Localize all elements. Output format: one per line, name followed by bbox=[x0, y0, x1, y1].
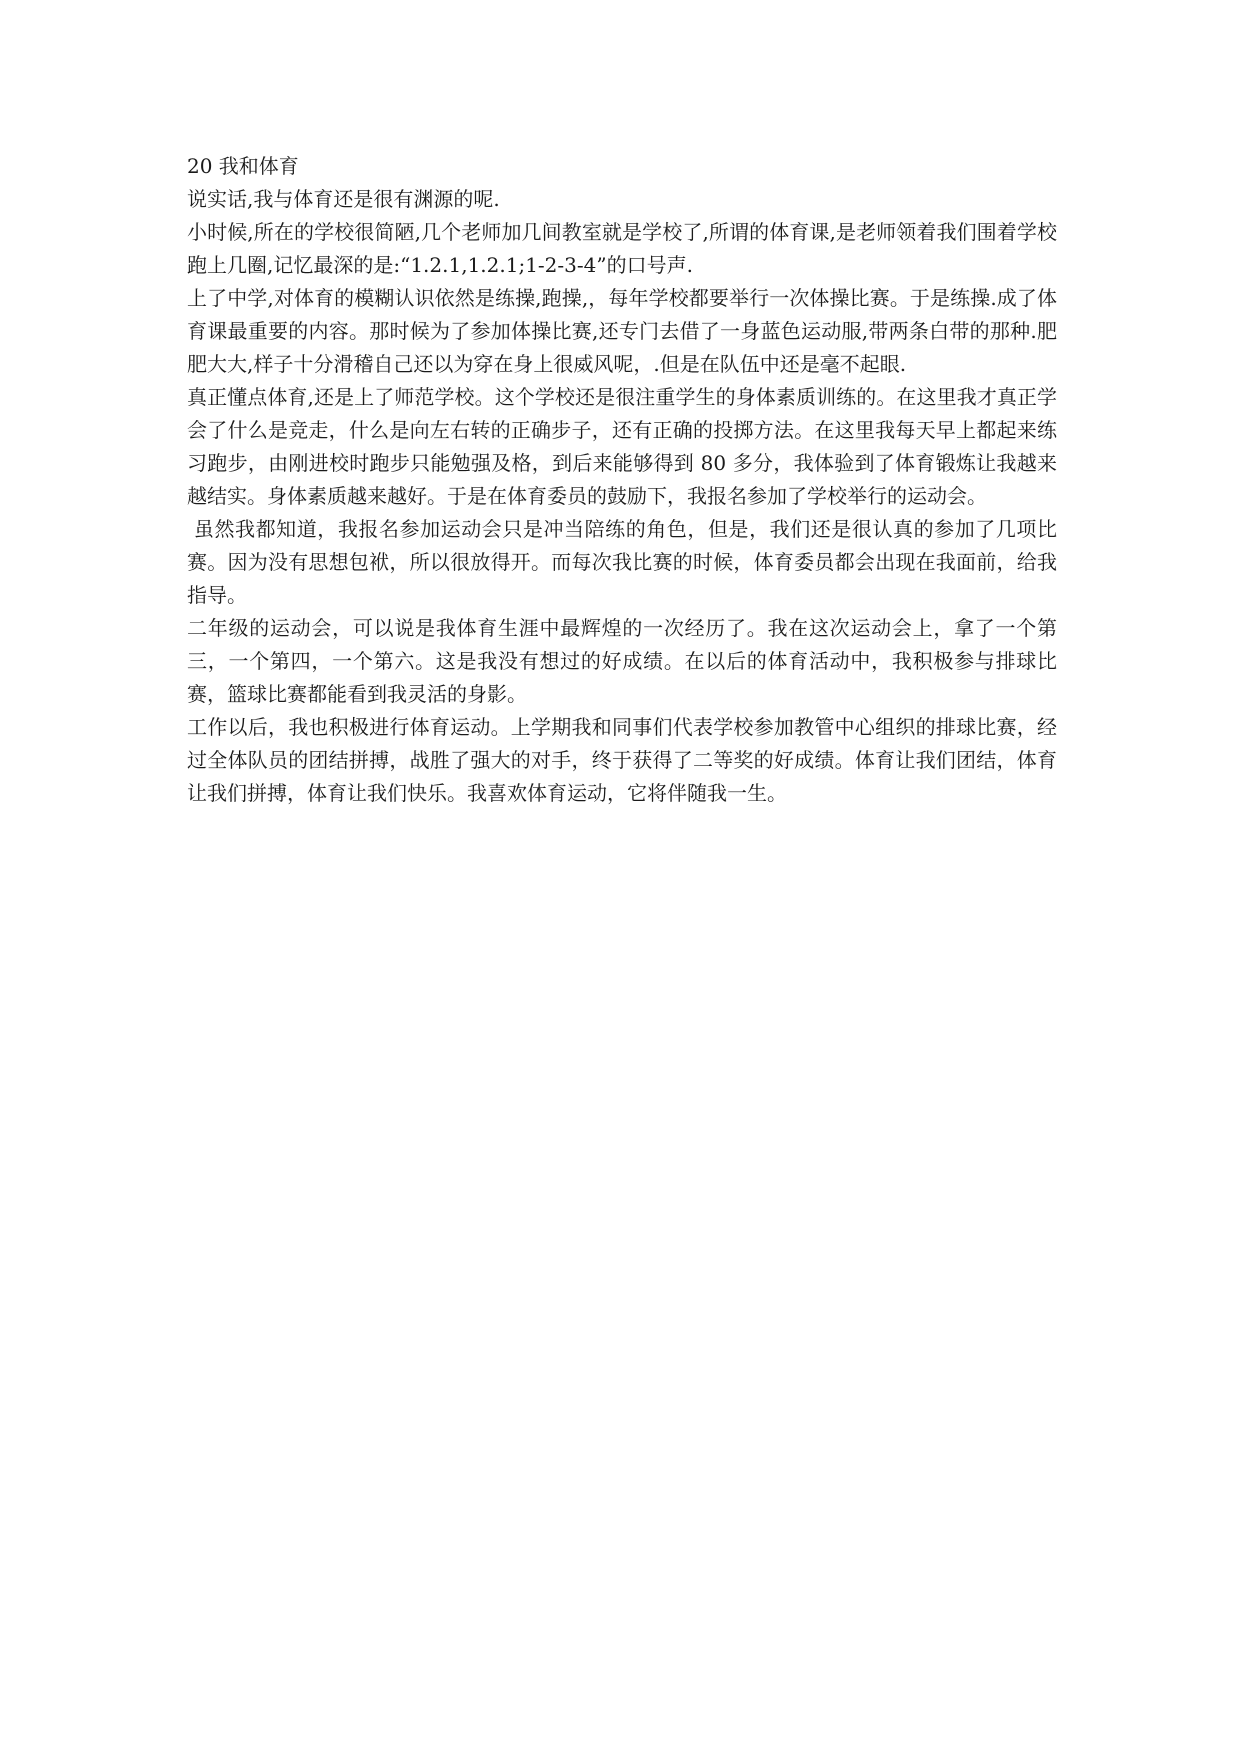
paragraph-2: 小时候,所在的学校很简陋,几个老师加几间教室就是学校了,所谓的体育课,是老师领着我们围着学校跑上几圈,记忆最深的是:“1.2.1,1.2.1;1-2-3-4”的口号声. bbox=[187, 220, 1057, 277]
paragraph-6: 二年级的运动会，可以说是我体育生涯中最辉煌的一次经历了。我在这次运动会上，拿了一个第三，一个第四，一个第六。这是我没有想过的好成绩。在以后的体育活动中，我积极参与排球比赛，篮球比赛都能看到我灵活的身影。 bbox=[187, 616, 1057, 706]
paragraph-7: 工作以后，我也积极进行体育运动。上学期我和同事们代表学校参加教管中心组织的排球比赛，经过全体队员的团结拼搏，战胜了强大的对手，终于获得了二等奖的好成绩。体育让我们团结，体育让我们拼搏，体育让我们快乐。我喜欢体育运动，它将伴随我一生。 bbox=[187, 715, 1057, 805]
paragraph-4: 真正懂点体育,还是上了师范学校。这个学校还是很注重学生的身体素质训练的。在这里我才真正学会了什么是竞走，什么是向左右转的正确步子，还有正确的投掷方法。在这里我每天早上都起来练习跑步，由刚进校时跑步只能勉强及格，到后来能够得到 80 多分，我体验到了体育锻炼让我越来越结实。身体素质越来越好。于是在体育委员的鼓励下，我报名参加了学校举行的运动会。 bbox=[187, 385, 1057, 508]
document-body bbox=[187, 150, 1057, 810]
paragraph-1: 说实话,我与体育还是很有渊源的呢. bbox=[187, 187, 500, 211]
document-title: 20 我和体育 bbox=[187, 154, 299, 178]
paragraph-3: 上了中学,对体育的模糊认识依然是练操,跑操,，每年学校都要举行一次体操比赛。于是练操.成了体育课最重要的内容。那时候为了参加体操比赛,还专门去借了一身蓝色运动服,带两条白带的那种.肥肥大大,样子十分滑稽自己还以为穿在身上很威风呢，.但是在队伍中还是毫不起眼. bbox=[187, 286, 1057, 376]
paragraph-5: 虽然我都知道，我报名参加运动会只是冲当陪练的角色，但是，我们还是很认真的参加了几项比赛。因为没有思想包袱，所以很放得开。而每次我比赛的时候，体育委员都会出现在我面前，给我指导。 bbox=[187, 517, 1057, 607]
